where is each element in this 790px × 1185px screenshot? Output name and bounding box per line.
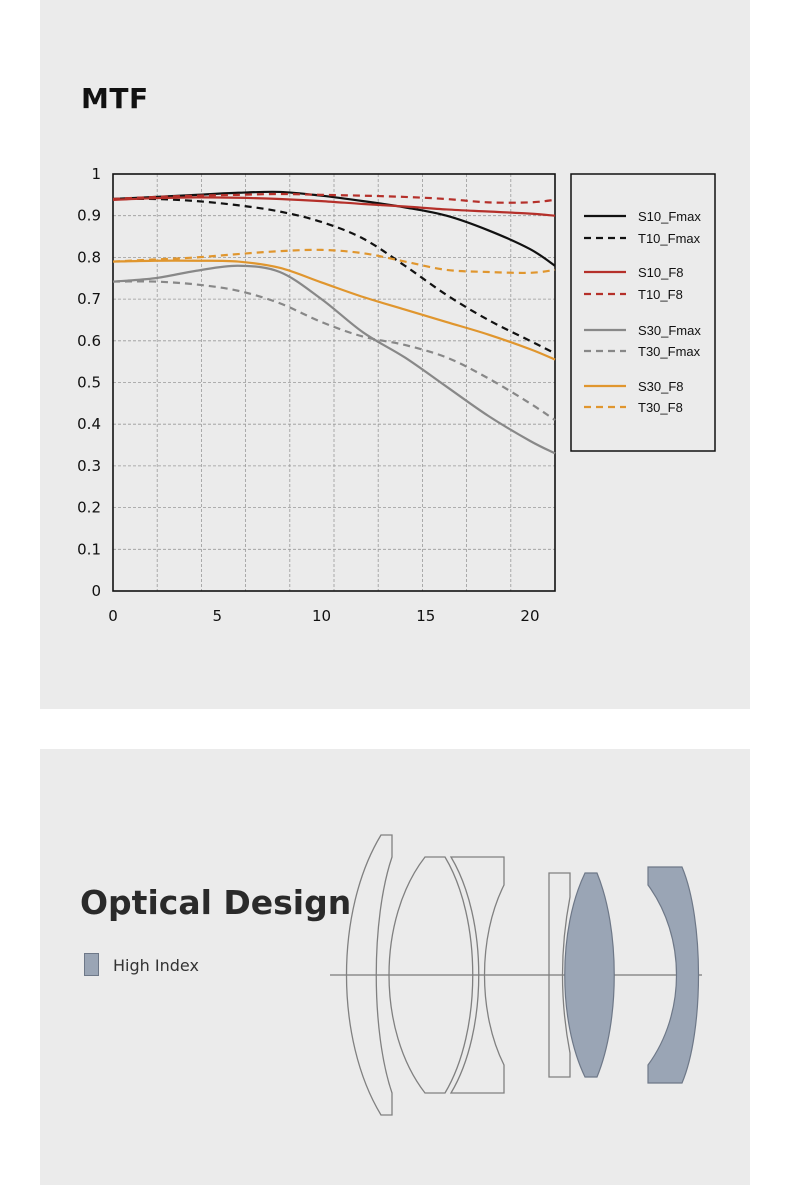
- lens-element-5-high-index: [565, 873, 615, 1077]
- legend-label-t30-fmax: T30_Fmax: [638, 344, 701, 359]
- mtf-chart: [40, 0, 750, 709]
- legend-label-s30-fmax: S30_Fmax: [638, 323, 701, 338]
- y-tick-label: 0.4: [77, 415, 101, 434]
- y-tick-label: 0.1: [77, 540, 101, 559]
- x-tick-label: 15: [416, 607, 436, 625]
- legend-label-s30-f8: S30_F8: [638, 379, 684, 394]
- y-tick-label: 0: [91, 582, 101, 600]
- y-tick-label: 0.3: [77, 456, 101, 475]
- legend-label-s10-fmax: S10_Fmax: [638, 209, 701, 224]
- legend-label-t30-f8: T30_F8: [638, 400, 683, 415]
- lens-diagram: [40, 749, 750, 1185]
- optical-design-title: Optical Design: [80, 883, 352, 922]
- y-tick-label: 0.8: [77, 248, 101, 267]
- y-tick-label: 0.9: [77, 206, 101, 225]
- y-tick-label: 0.5: [77, 373, 101, 392]
- legend-label-t10-fmax: T10_Fmax: [638, 231, 701, 246]
- x-tick-label: 5: [212, 607, 223, 625]
- optical-design-panel: [40, 749, 750, 1185]
- mtf-title: MTF: [81, 82, 149, 115]
- y-tick-label: 1: [91, 165, 101, 183]
- high-index-label: High Index: [113, 956, 199, 975]
- y-tick-label: 0.6: [77, 331, 101, 350]
- x-tick-label: 10: [311, 607, 332, 625]
- y-tick-label: 0.7: [77, 290, 101, 309]
- legend-label-t10-f8: T10_F8: [638, 287, 683, 302]
- x-tick-label: 20: [520, 607, 540, 625]
- mtf-panel: [40, 0, 750, 709]
- legend-label-s10-f8: S10_F8: [638, 265, 684, 280]
- x-tick-label: 0: [108, 607, 118, 625]
- y-tick-label: 0.2: [77, 498, 101, 517]
